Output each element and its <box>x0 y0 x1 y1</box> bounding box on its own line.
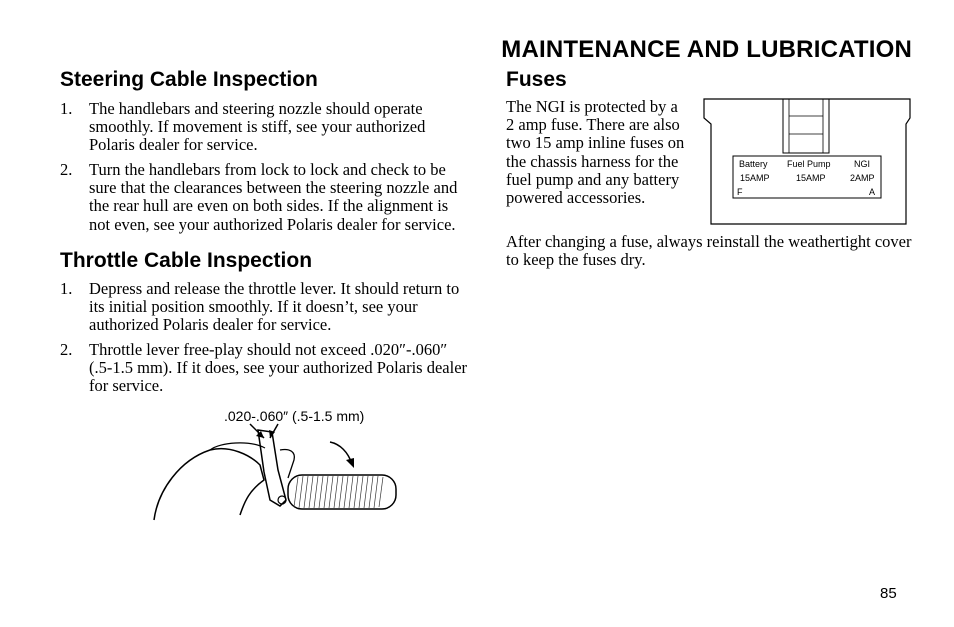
freeplay-figure-label: .020-.060″ (.5-1.5 mm) <box>224 408 365 424</box>
list-number: 2. <box>60 340 73 359</box>
steering-item-2 <box>60 161 470 234</box>
list-text: Throttle lever free-play should not exceed .020″-.060″ (.5-1.5 mm). If it does, see your authorized Polaris dealer for service. <box>89 340 468 396</box>
fuses-intro-text: The NGI is protected by a 2 amp fuse. There are also two 15 amp inline fuses on the chassis harness for the fuel pump and any battery powered accessories. <box>506 97 685 208</box>
fuse-corner-left: F <box>737 187 743 197</box>
fuses-after-text: After changing a fuse, always reinstall the weathertight cover to keep the fuses dry. <box>506 232 912 270</box>
list-text: Turn the handlebars from lock to lock and check to be sure that the clearances between the steering nozzle and the rear hull are even on both sides. If the alignment is not even, see your authorized Polaris dealer for service. <box>89 160 458 234</box>
steering-heading: Steering Cable Inspection <box>60 68 318 91</box>
throttle-item-2 <box>60 341 470 396</box>
fuse-rating-battery: 15AMP <box>740 173 770 183</box>
page-header-title: MAINTENANCE AND LUBRICATION <box>501 36 912 63</box>
list-text: Depress and release the throttle lever. It should return to its initial position smoothly. If it doesn’t, see your authorized Polaris dealer for service. <box>89 279 460 335</box>
page-number: 85 <box>880 585 897 602</box>
fuse-rating-fuel-pump: 15AMP <box>796 173 826 183</box>
fuse-rating-ngi: 2AMP <box>850 173 875 183</box>
fuse-label-ngi: NGI <box>854 159 871 169</box>
steering-item-1 <box>60 100 470 155</box>
list-number: 2. <box>60 160 73 179</box>
throttle-lever-illustration <box>140 420 420 540</box>
throttle-heading: Throttle Cable Inspection <box>60 249 313 272</box>
fuses-heading: Fuses <box>506 68 567 91</box>
list-number: 1. <box>60 279 73 298</box>
fuse-label-fuel-pump: Fuel Pump <box>787 159 831 169</box>
fuse-corner-right: A <box>869 187 876 197</box>
list-number: 1. <box>60 99 73 118</box>
throttle-item-1 <box>60 280 470 335</box>
list-text: The handlebars and steering nozzle should operate smoothly. If movement is stiff, see your authorized Polaris dealer for service. <box>89 99 426 155</box>
fuse-label-battery: Battery <box>739 159 768 169</box>
